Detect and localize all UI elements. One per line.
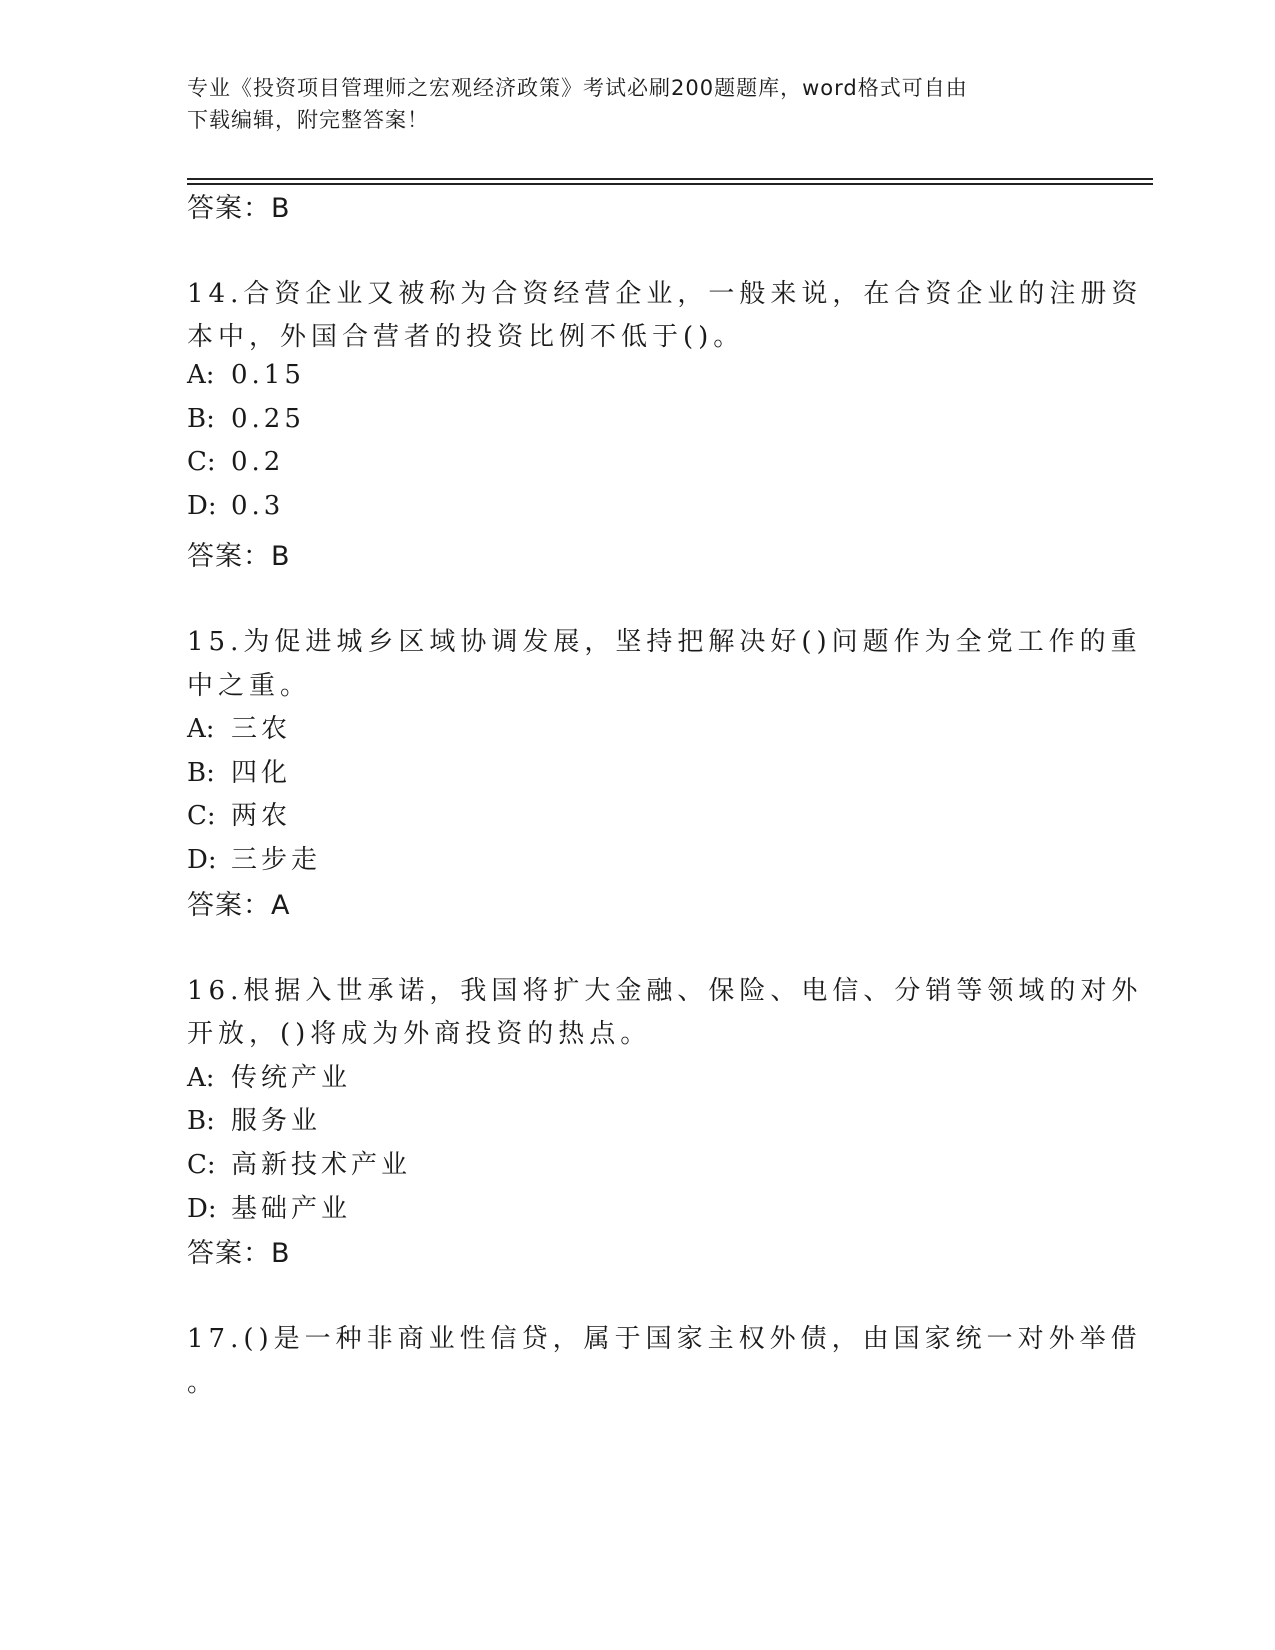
option-letter: A: bbox=[187, 714, 215, 744]
header-rule-top bbox=[187, 178, 1153, 180]
option-c bbox=[187, 795, 291, 832]
question-text-line-2: 。 bbox=[187, 1368, 219, 1398]
question-text-line-2: 本中，外国合营者的投资比例不低于()。 bbox=[187, 322, 745, 352]
option-text: 基础产业 bbox=[231, 1194, 352, 1224]
answer: 答案：A bbox=[187, 890, 291, 921]
option-c bbox=[187, 1144, 411, 1181]
option-letter: D: bbox=[187, 1194, 217, 1224]
answer: 答案：B bbox=[187, 541, 291, 572]
option-b bbox=[187, 1100, 321, 1137]
question-text-line-1: 16.根据入世承诺，我国将扩大金融、保险、电信、分销等领域的对外 bbox=[187, 976, 1143, 1006]
option-letter: B: bbox=[187, 1106, 215, 1136]
option-text: 0.3 bbox=[231, 491, 285, 521]
option-text: 四化 bbox=[231, 758, 292, 788]
document-header bbox=[187, 72, 1087, 136]
option-letter: D: bbox=[187, 845, 217, 875]
option-letter: D: bbox=[187, 491, 217, 521]
question-text-line-1: 14.合资企业又被称为合资经营企业，一般来说，在合资企业的注册资 bbox=[187, 279, 1143, 309]
header-rule-bottom bbox=[187, 183, 1153, 185]
option-text: 0.2 bbox=[231, 447, 285, 477]
option-text: 0.25 bbox=[231, 404, 305, 434]
option-letter: C: bbox=[187, 447, 216, 477]
option-text: 三农 bbox=[231, 714, 292, 744]
question-text-line-2: 开放，()将成为外商投资的热点。 bbox=[187, 1019, 652, 1049]
question-text-line-1: 15.为促进城乡区域协调发展，坚持把解决好()问题作为全党工作的重 bbox=[187, 627, 1142, 657]
option-d bbox=[187, 839, 321, 876]
option-text: 高新技术产业 bbox=[231, 1150, 412, 1180]
option-text: 三步走 bbox=[231, 845, 322, 875]
question-text-line-2: 中之重。 bbox=[187, 671, 312, 701]
question-text-line-1: 17.()是一种非商业性信贷，属于国家主权外债，由国家统一对外举借 bbox=[187, 1324, 1142, 1354]
option-letter: C: bbox=[187, 801, 216, 831]
option-a bbox=[187, 1057, 351, 1094]
option-b bbox=[187, 752, 291, 789]
option-letter: A: bbox=[187, 1063, 215, 1093]
option-a bbox=[187, 360, 305, 390]
option-b bbox=[187, 404, 305, 434]
option-a bbox=[187, 708, 291, 745]
option-letter: C: bbox=[187, 1150, 216, 1180]
header-line-2: 下载编辑，附完整答案！ bbox=[187, 108, 429, 132]
answer: 答案：B bbox=[187, 1238, 291, 1269]
option-text: 0.15 bbox=[231, 360, 305, 390]
option-text: 传统产业 bbox=[231, 1063, 352, 1093]
option-d bbox=[187, 491, 284, 521]
option-c bbox=[187, 447, 284, 477]
option-letter: A: bbox=[187, 360, 215, 390]
option-text: 两农 bbox=[231, 801, 292, 831]
option-text: 服务业 bbox=[231, 1106, 322, 1136]
option-d bbox=[187, 1188, 351, 1225]
option-letter: B: bbox=[187, 758, 215, 788]
header-line-1: 专业《投资项目管理师之宏观经济政策》考试必刷200题题库，word格式可自由 bbox=[187, 76, 968, 100]
previous-answer: 答案：B bbox=[187, 193, 291, 224]
option-letter: B: bbox=[187, 404, 215, 434]
